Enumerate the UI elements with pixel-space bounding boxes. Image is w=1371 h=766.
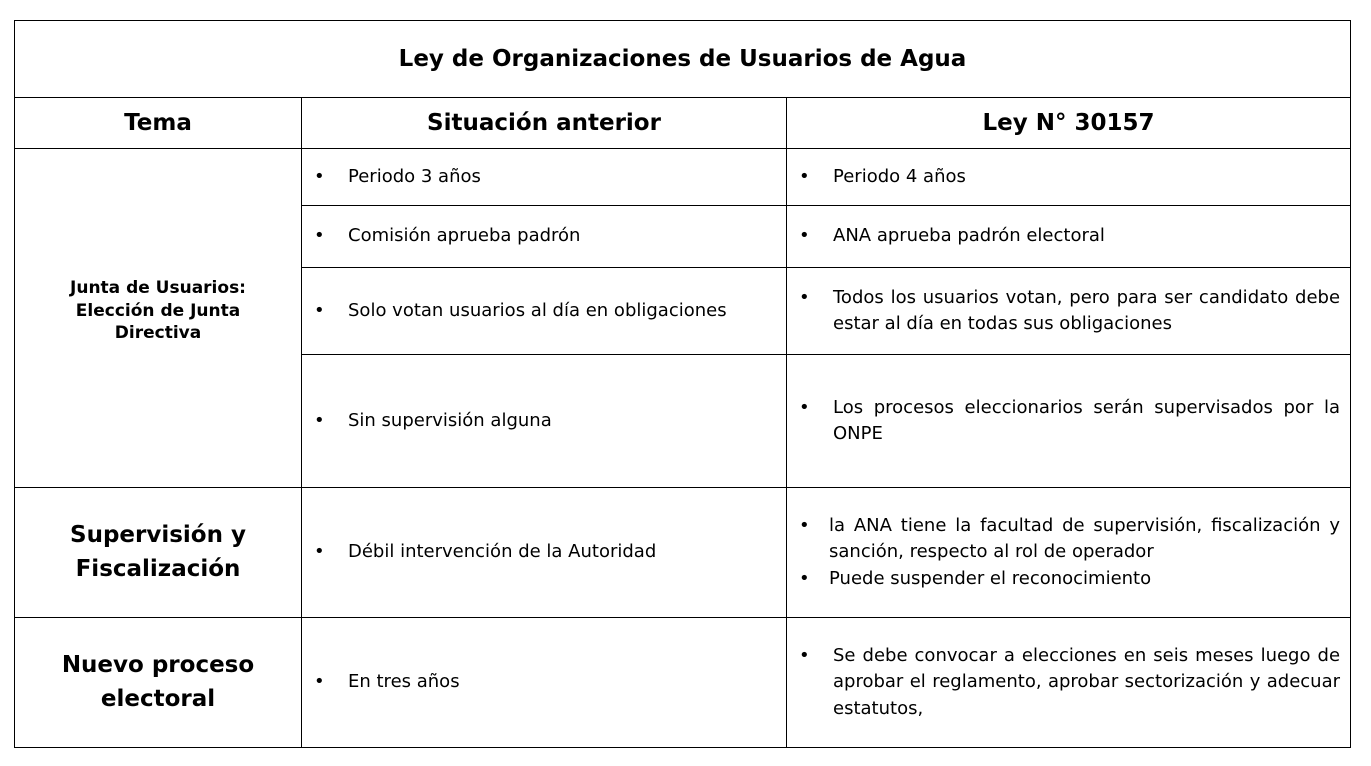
bullet-icon: •: [799, 286, 810, 308]
bullet-icon: •: [799, 645, 810, 667]
topic-electoral-label: Nuevo proceso electoral: [61, 652, 255, 712]
comparison-table-container: [14, 20, 1350, 748]
table-row: [15, 149, 1351, 206]
topic-junta: [15, 149, 302, 488]
after-text: la ANA tiene la facultad de supervisión, fiscalización y sanción, respecto al rol de operador: [829, 515, 1341, 563]
bullet-icon: •: [314, 225, 325, 247]
before-text: Comisión aprueba padrón: [348, 225, 581, 247]
bullet-icon: •: [799, 396, 810, 418]
header-row: [15, 98, 1351, 149]
comparison-table: [14, 20, 1351, 748]
bullet-icon: •: [314, 671, 325, 693]
after-text: Puede suspender el reconocimiento: [829, 567, 1152, 589]
after-text: Periodo 4 años: [833, 165, 966, 187]
table-title: Ley de Organizaciones de Usuarios de Agua: [15, 21, 1351, 98]
after-cell: [787, 149, 1351, 206]
after-text: Se debe convocar a elecciones en seis meses luego de aprobar el reglamento, aprobar sectorización y adecuar estatutos,: [833, 645, 1341, 719]
table-row: [15, 618, 1351, 748]
topic-supervision-label: Supervisión y Fiscalización: [70, 522, 246, 582]
topic-supervision: [15, 488, 302, 618]
bullet-icon: •: [314, 165, 325, 187]
before-cell: [302, 268, 787, 355]
before-text: En tres años: [348, 671, 460, 693]
after-text: ANA aprueba padrón electoral: [833, 225, 1105, 247]
before-cell: [302, 149, 787, 206]
before-text: Solo votan usuarios al día en obligaciones: [348, 299, 727, 321]
before-text: Sin supervisión alguna: [348, 409, 552, 431]
table-row: [15, 488, 1351, 618]
bullet-icon: •: [799, 225, 810, 247]
before-cell: [302, 618, 787, 748]
header-ley: Ley N° 30157: [787, 98, 1351, 149]
after-text: Todos los usuarios votan, pero para ser candidato debe estar al día en todas sus obligaciones: [833, 286, 1341, 334]
before-cell: [302, 488, 787, 618]
after-cell: [787, 488, 1351, 618]
topic-electoral: [15, 618, 302, 748]
before-text: Periodo 3 años: [348, 165, 481, 187]
before-text: Débil intervención de la Autoridad: [348, 541, 657, 563]
before-cell: [302, 206, 787, 268]
after-text: Los procesos eleccionarios serán supervisados por la ONPE: [833, 396, 1341, 444]
after-cell: [787, 206, 1351, 268]
header-situacion-anterior: Situación anterior: [302, 98, 787, 149]
header-tema: Tema: [15, 98, 302, 149]
bullet-icon: •: [799, 567, 810, 589]
after-cell: [787, 268, 1351, 355]
bullet-icon: •: [799, 165, 810, 187]
bullet-icon: •: [799, 515, 810, 537]
topic-junta-label: Junta de Usuarios: Elección de Junta Directiva: [70, 277, 246, 344]
before-cell: [302, 355, 787, 488]
bullet-icon: •: [314, 541, 325, 563]
after-cell: [787, 355, 1351, 488]
bullet-icon: •: [314, 409, 325, 431]
after-cell: [787, 618, 1351, 748]
title-row: [15, 21, 1351, 98]
bullet-icon: •: [314, 299, 325, 321]
